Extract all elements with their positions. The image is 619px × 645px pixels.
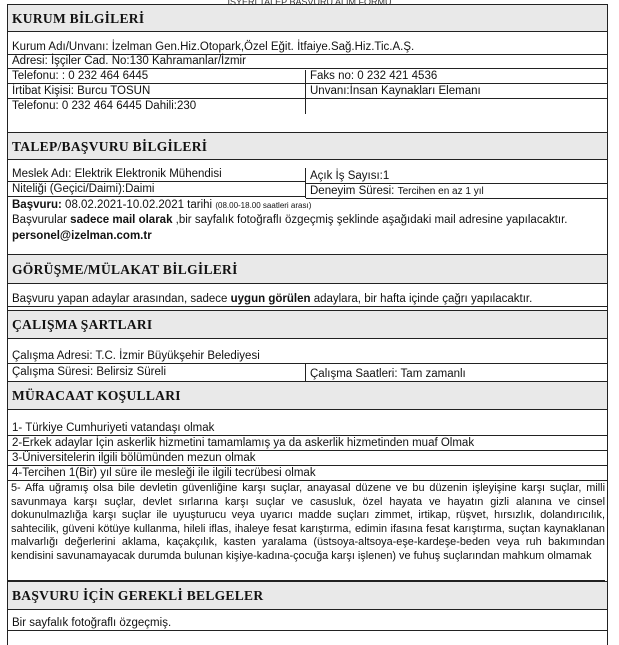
talep-basvuru-text-bold: sadece mail olarak — [70, 214, 173, 226]
talep-basvuru-text-2: ,bir sayfalık fotoğraflı özgeçmiş şeklinde aşağıdaki mail adresine yapılacaktır. — [172, 214, 568, 226]
muracaat-item-5: 5- Affa uğramış olsa bile devletin güvenliğine karşı suçlar, anayasal düzene ve bu düzenin işleyişine karşı suçlar, milli savunmaya karşı suçlar, devlet sırlarına karşı suçlar ve casusluk, özel hayata ve hayatın gizli alanına ve cinsel dokunulmazlığa karşı suçlar ile uyuşturucu veya uyarıcı madde suçları zimmet, irtikap, rüşvet, hırsızlık, dolandırıcılık, sahtecilik, güveni kötüye kullanma, hileli iflas, ihaleye fesat karıştırma, edimin ifasına fesat karıştırma, suçtan kaynaklanan malvarlığı değerlerini aklama, kaçakçılık, kasten yaralama (üstsoya-altsoya-eşe-kardeşe-beden veya ruh bakımından kendisini savunamayacak durumda bulunan kişiye-kadına-çocuğa karşı işlenen) ve fuhuş suçlarından mahkum olmamak — [8, 482, 605, 581]
talep-basvuru-hours: (08.00-18.00 saatleri arası) — [215, 201, 312, 210]
belgeler-item: Bir sayfalık fotoğraflı özgeçmiş. — [8, 617, 607, 631]
calisma-adres: Çalışma Adresi: T.C. İzmir Büyükşehir Belediyesi — [8, 350, 607, 364]
talep-basvuru-aciklama — [8, 214, 607, 227]
kurum-telefon: Telefonu: : 0 232 464 6445 — [8, 70, 305, 84]
gorusme-aciklama — [8, 293, 607, 307]
kurum-faks: Faks no: 0 232 421 4536 — [306, 70, 607, 84]
kurum-irtibat: İrtibat Kişisi: Burcu TOSUN — [8, 85, 305, 99]
talep-basvuru-label: Başvuru: — [12, 199, 66, 211]
talep-deneyim — [306, 185, 607, 199]
section-calisma-heading: ÇALIŞMA ŞARTLARI — [8, 310, 607, 339]
muracaat-item-3: 3-Üniversitelerin ilgili bölümünden mezun olmak — [8, 452, 607, 466]
talep-basvuru-tarih — [8, 199, 607, 212]
muracaat-item-4: 4-Tercihen 1(Bir) yıl süre ile mesleği ile ilgili tecrübesi olmak — [8, 467, 607, 481]
talep-divider — [305, 168, 306, 198]
kurum-telefon-dahili: Telefonu: 0 232 464 6445 Dahili:230 — [12, 100, 197, 112]
section-gorusme-heading: GÖRÜŞME/MÜLAKAT BİLGİLERİ — [8, 254, 607, 284]
kurum-divider — [305, 70, 306, 114]
gorusme-text-bold: uygun görülen — [230, 293, 311, 305]
talep-nitelik: Niteliği (Geçici/Daimi):Daimi — [8, 183, 305, 197]
section-belgeler-heading: BAŞVURU İÇİN GEREKLİ BELGELER — [8, 581, 607, 610]
calisma-divider — [305, 364, 306, 381]
section-muracaat-heading: MÜRACAAT KOŞULLARI — [8, 381, 607, 410]
calisma-sure: Çalışma Süresi: Belirsiz Süreli — [12, 366, 167, 378]
talep-meslek: Meslek Adı: Elektrik Elektronik Mühendisi — [8, 168, 305, 182]
kurum-irtibat-unvan: Unvanı:İnsan Kaynakları Elemanı — [306, 85, 607, 99]
muracaat-item-1: 1- Türkiye Cumhuriyeti vatandaşı olmak — [8, 422, 607, 436]
talep-deneyim-value: Tercihen en az 1 yıl — [397, 186, 484, 197]
talep-basvuru-dates: 08.02.2021-10.02.2021 tarihi — [65, 199, 213, 211]
talep-basvuru-text-1: Başvurular — [12, 214, 71, 226]
talep-email: personel@izelman.com.tr — [12, 230, 152, 242]
calisma-saatler: Çalışma Saatleri: Tam zamanlı — [310, 368, 466, 380]
kurum-unvan: Kurum Adı/Unvanı: İzelman Gen.Hiz.Otopark,Özel Eğit. İtfaiye.Sağ.Hiz.Tic.A.Ş. — [8, 41, 607, 55]
gorusme-text-2: adaylara, bir hafta içinde çağrı yapılacaktır. — [310, 293, 533, 305]
talep-acik-is: Açık İş Sayısı:1 — [306, 170, 607, 184]
section-talep-heading: TALEP/BAŞVURU BİLGİLERİ — [8, 132, 607, 160]
kurum-adres: Adresi: İşçiler Cad. No:130 Kahramanlar/İzmir — [8, 55, 607, 69]
gorusme-text-1: Başvuru yapan adaylar arasından, sadece — [12, 293, 231, 305]
muracaat-item-2: 2-Erkek adaylar İçin askerlik hizmetini tamamlamış ya da askerlik hizmetinden muaf Olmak — [8, 437, 607, 451]
section-kurum-heading: KURUM BİLGİLERİ — [8, 4, 607, 32]
talep-deneyim-label: Deneyim Süresi: — [310, 185, 398, 197]
